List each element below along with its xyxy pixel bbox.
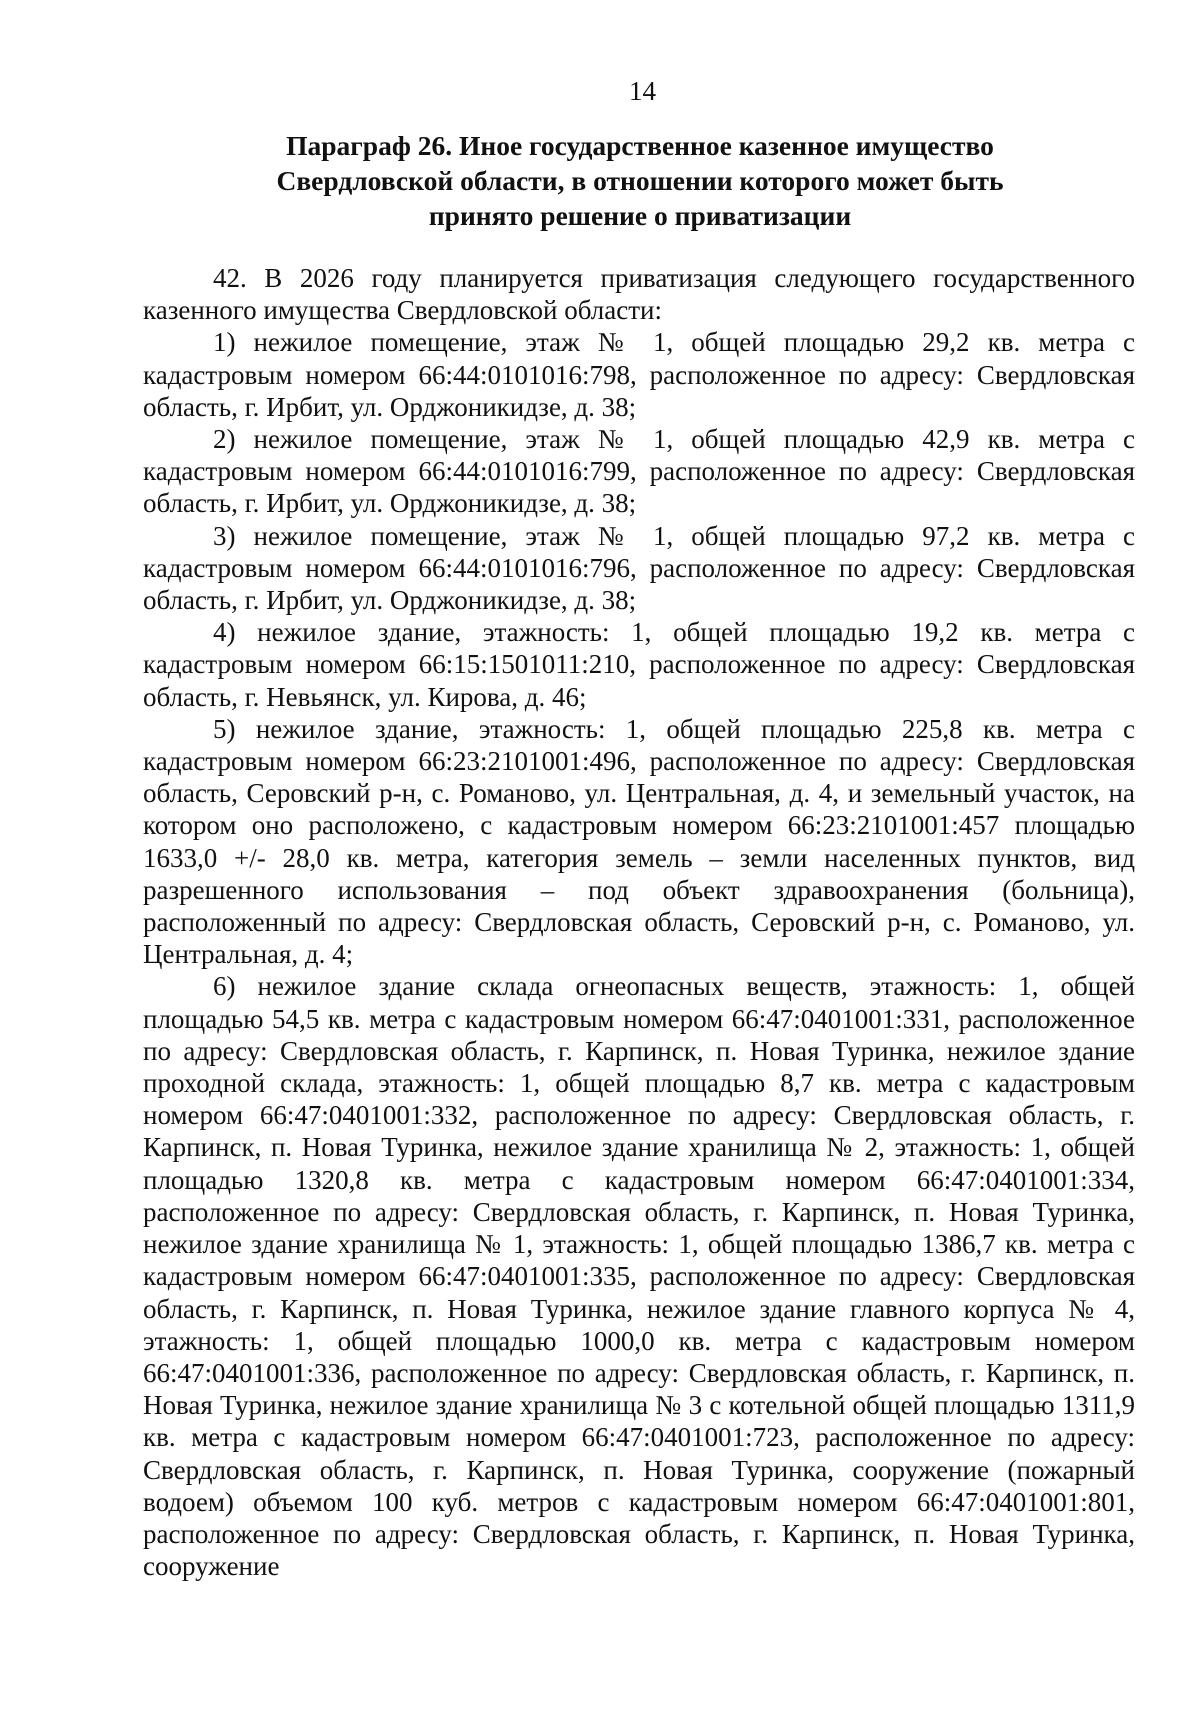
heading-line-3: принято решение о приватизации: [428, 200, 852, 231]
page-number: 14: [629, 76, 656, 106]
paragraph-item-6: 6) нежилое здание склада огнеопасных веществ, этажность: 1, общей площадью 54,5 кв. метра с кадастровым номером 66:47:0401001:331, расположенное по адресу: Свердловская область, г. Карпинск, п. Новая Туринка, нежилое здание проходной склада, этажность: 1, общей площадью 8,7 кв. метра с кадастровым номером 66:47:0401001:332, расположенное по адресу: Свердловская область, г. Карпинск, п. Новая Туринка, нежилое здание хранилища № 2, этажность: 1, общей площадью 1320,8 кв. метра с кадастровым номером 66:47:0401001:334, расположенное по адресу: Свердловская область, г. Карпинск, п. Новая Туринка, нежилое здание хранилища № 1, этажность: 1, общей площадью 1386,7 кв. метра с кадастровым номером 66:47:0401001:335, расположенное по адресу: Свердловская область, г. Карпинск, п. Новая Туринка, нежилое здание главного корпуса № 4, этажность: 1, общей площадью 1000,0 кв. метра с кадастровым номером 66:47:0401001:336, расположенное по адресу: Свердловская область, г. Карпинск, п. Новая Туринка, нежилое здание хранилища № 3 с котельной общей площадью 1311,9 кв. метра с кадастровым номером 66:47:0401001:723, расположенное по адресу: Свердловская область, г. Карпинск, п. Новая Туринка, сооружение (пожарный водоем) объемом 100 куб. метров с кадастровым номером 66:47:0401001:801, расположенное по адресу: Свердловская область, г. Карпинск, п. Новая Туринка, сооружение: [143, 971, 1135, 1582]
paragraph-item-4: 4) нежилое здание, этажность: 1, общей площадью 19,2 кв. метра с кадастровым номером 66:15:1501011:210, расположенное по адресу: Свердловская область, г. Невьянск, ул. Кирова, д. 46;: [143, 617, 1135, 712]
paragraph-item-5: 5) нежилое здание, этажность: 1, общей площадью 225,8 кв. метра с кадастровым номером 66:23:2101001:496, расположенное по адресу: Свердловская область, Серовский р-н, с. Романово, ул. Центральная, д. 4, и земельный участок, на котором оно расположено, с кадастровым номером 66:23:2101001:457 площадью 1633,0 +/- 28,0 кв. метра, категория земель – земли населенных пунктов, вид разрешенного использования – под объект здравоохранения (больница), расположенный по адресу: Свердловская область, Серовский р-н, с. Романово, ул. Центральная, д. 4;: [143, 713, 1135, 970]
paragraph-intro: 42. В 2026 году планируется приватизация следующего государственного казенного имущества Свердловской области:: [143, 263, 1135, 326]
document-body: [143, 262, 1135, 1582]
section-heading: [150, 128, 1130, 233]
heading-line-2: Свердловской области, в отношении которого может быть: [276, 165, 1004, 196]
paragraph-item-1: 1) нежилое помещение, этаж № 1, общей площадью 29,2 кв. метра с кадастровым номером 66:44:0101016:798, расположенное по адресу: Свердловская область, г. Ирбит, ул. Орджоникидзе, д. 38;: [143, 327, 1135, 422]
paragraph-item-2: 2) нежилое помещение, этаж № 1, общей площадью 42,9 кв. метра с кадастровым номером 66:44:0101016:799, расположенное по адресу: Свердловская область, г. Ирбит, ул. Орджоникидзе, д. 38;: [143, 424, 1135, 519]
paragraph-item-3: 3) нежилое помещение, этаж № 1, общей площадью 97,2 кв. метра с кадастровым номером 66:44:0101016:796, расположенное по адресу: Свердловская область, г. Ирбит, ул. Орджоникидзе, д. 38;: [143, 520, 1135, 616]
heading-line-1: Параграф 26. Иное государственное казенное имущество: [286, 130, 994, 161]
